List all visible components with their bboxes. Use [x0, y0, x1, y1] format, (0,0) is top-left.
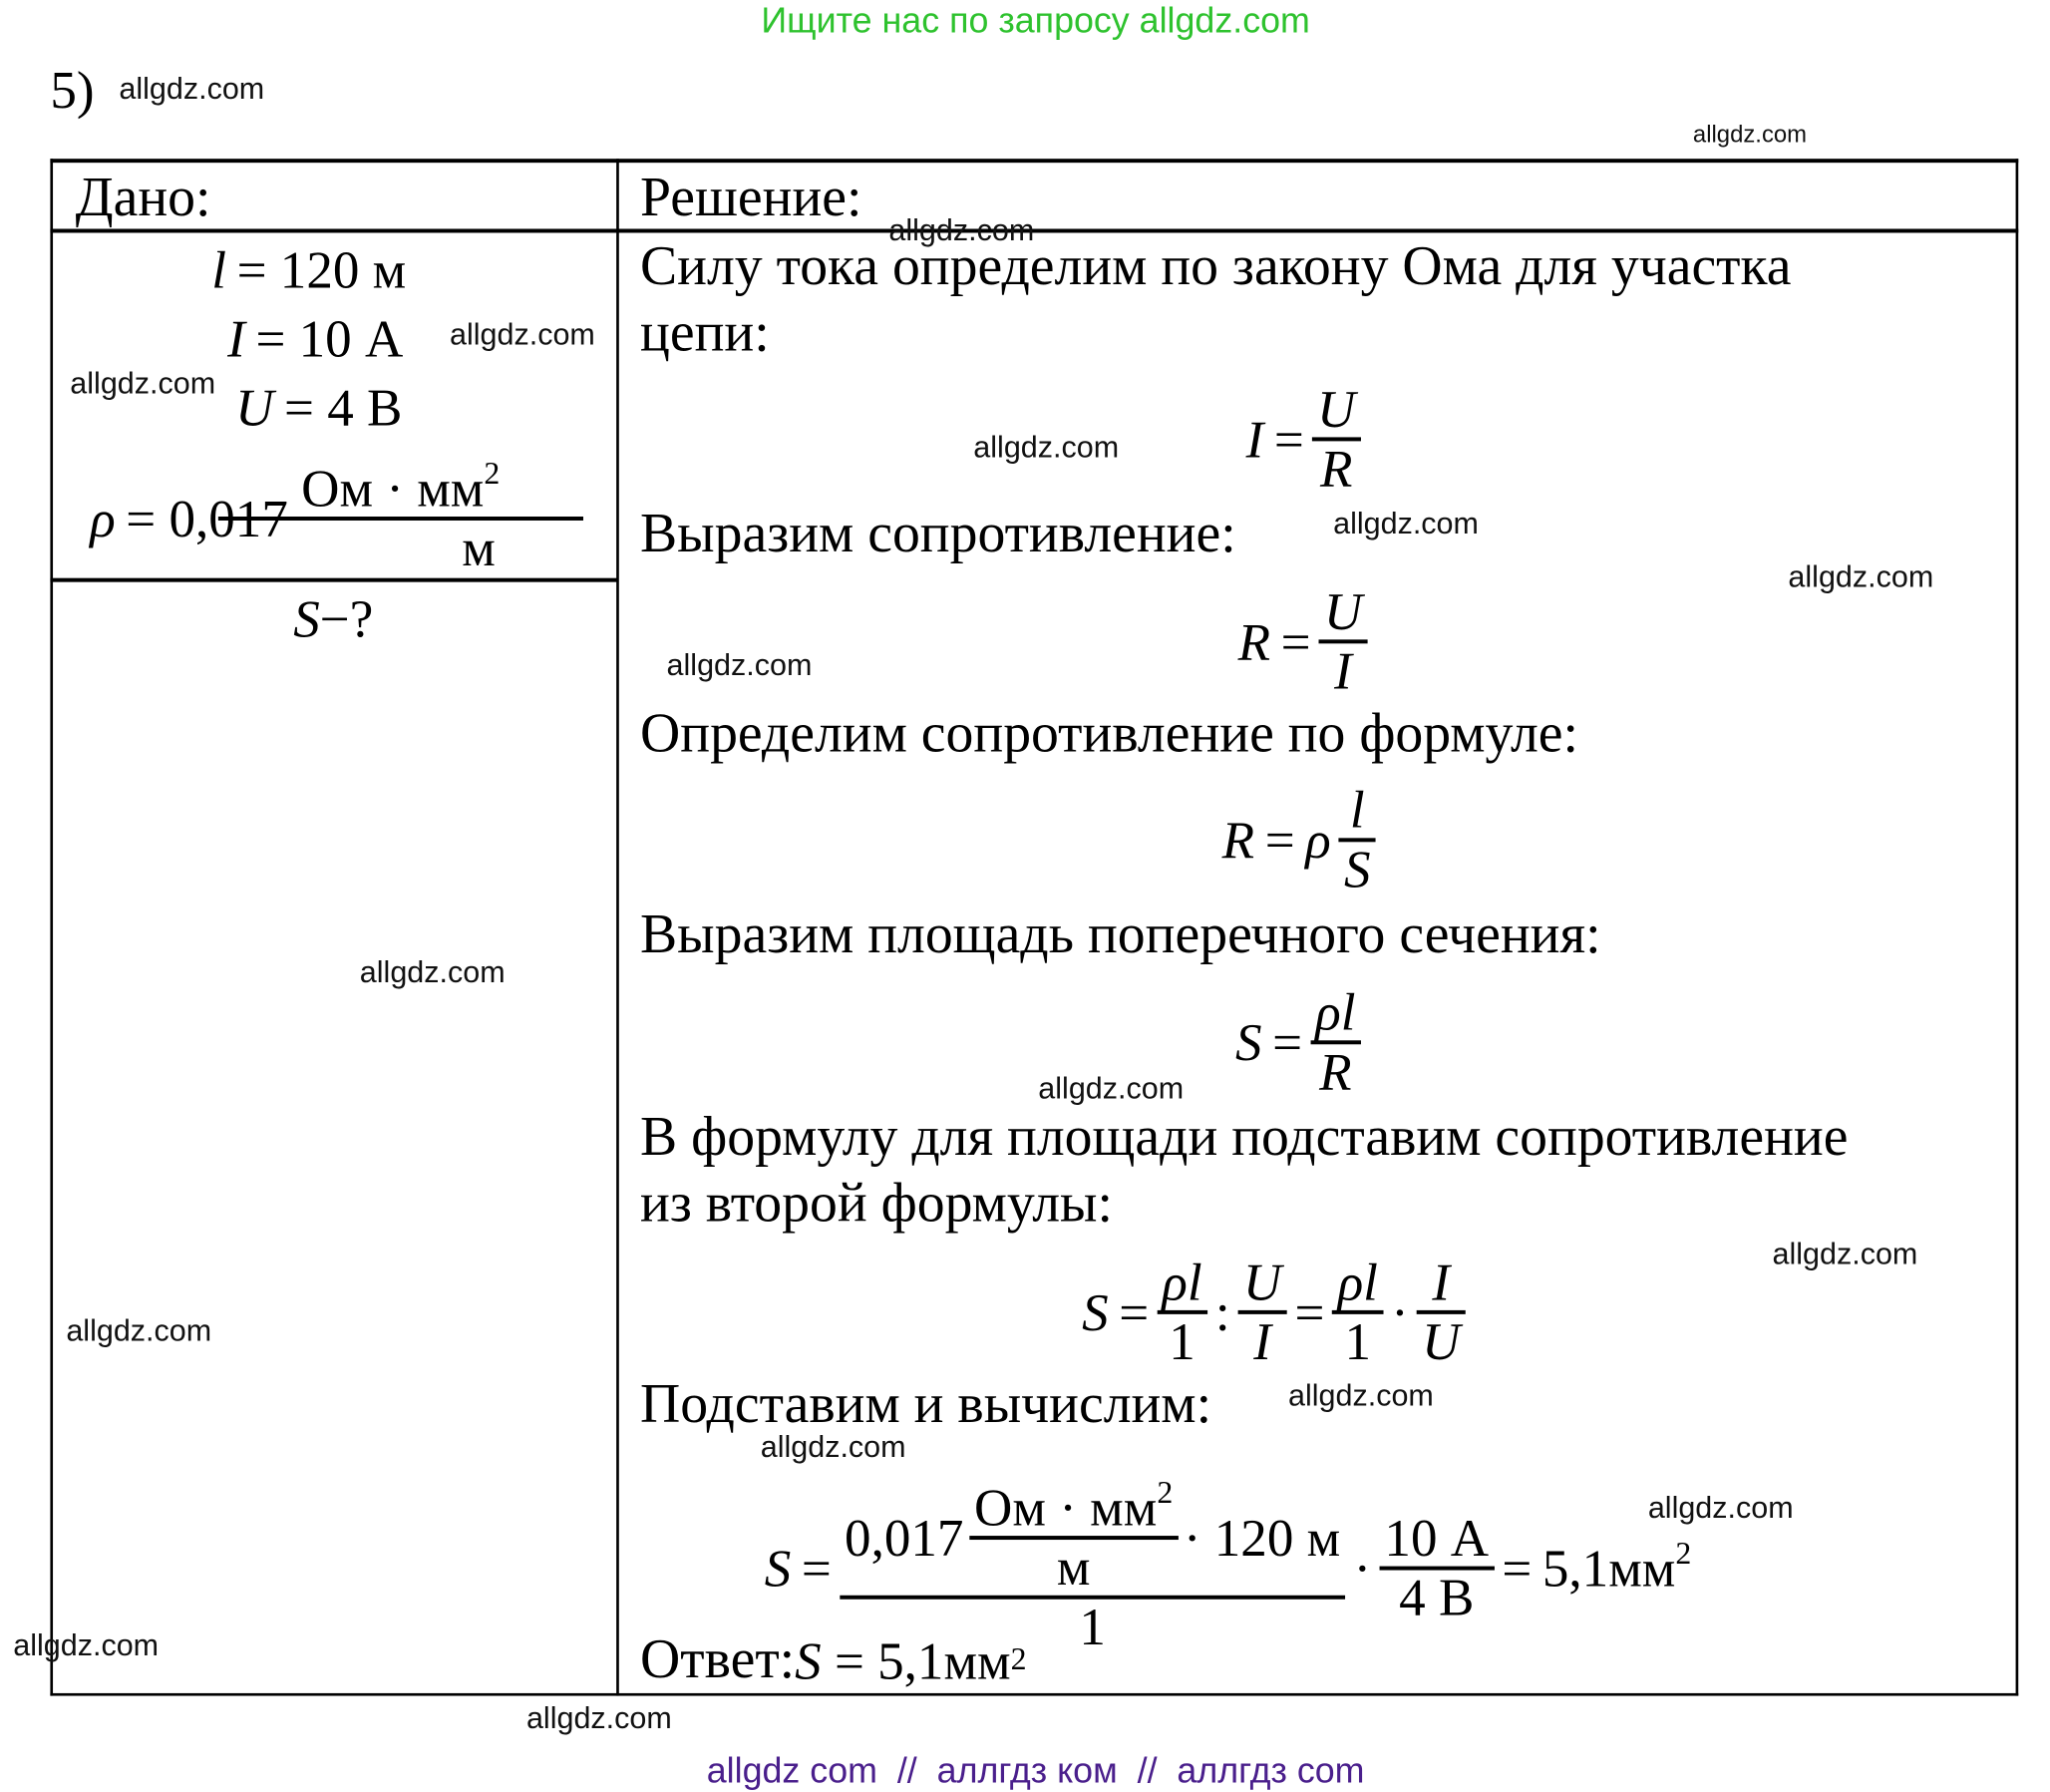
var: U [235, 377, 274, 438]
watermark: allgdz.com [450, 316, 595, 352]
var: S [795, 1629, 822, 1690]
exp: 2 [484, 457, 501, 493]
watermark: allgdz.com [666, 647, 813, 682]
lhs: R [1237, 611, 1271, 672]
den: I [1319, 639, 1368, 699]
num: ρl [1315, 981, 1356, 1042]
watermark: allgdz.com [359, 954, 506, 989]
den: 1 [1157, 1310, 1207, 1370]
watermark: allgdz.com [1692, 121, 1808, 148]
solution-line: Выразим сопротивление: [640, 504, 1236, 565]
solution-line: В формулу для площади подставим сопротивление [640, 1107, 1849, 1169]
var: I [227, 308, 245, 369]
watermark: allgdz.com [1038, 1070, 1185, 1106]
given-length [211, 238, 406, 300]
num: I [1432, 1252, 1451, 1312]
watermark: allgdz.com [1333, 506, 1479, 540]
eq: = [1280, 611, 1311, 672]
eq: = [1119, 1282, 1150, 1342]
solution-line: Силу тока определим по закону Ома для участка [640, 236, 1792, 298]
watermark: allgdz.com [973, 429, 1120, 464]
length-term: · 120 м [1183, 1507, 1341, 1568]
table-border-bottom [50, 1693, 2018, 1696]
unit-den: м [969, 1536, 1179, 1596]
lhs: S [1082, 1282, 1109, 1342]
table-border-left [50, 159, 53, 1695]
footer-links[interactable]: allgdz com // аллгдз ком // аллгдз com [706, 1750, 1365, 1791]
given-header: Дано: [75, 168, 211, 229]
var: l [211, 239, 226, 300]
den: R [1312, 437, 1361, 497]
multiply-op: · [1353, 1538, 1372, 1598]
den: 1 [840, 1596, 1346, 1655]
answer: Ответ: S = 5,1мм 2 [640, 1629, 1027, 1691]
given-voltage [235, 376, 402, 438]
given-resistivity [90, 457, 503, 578]
formula-ohm-law [1245, 379, 1358, 499]
column-divider [616, 159, 619, 1695]
watermark: allgdz.com [66, 1312, 212, 1348]
formula-area [1234, 981, 1358, 1102]
solution-header: Решение: [640, 168, 862, 229]
unit-fraction [298, 457, 502, 578]
solution-line: Подставим и вычислим: [640, 1374, 1212, 1436]
value: = 0,017 [126, 489, 288, 548]
answer-label: Ответ: [640, 1629, 796, 1691]
num: U [1242, 1252, 1282, 1312]
eq: = [801, 1538, 832, 1598]
den: R [1310, 1040, 1361, 1100]
watermark: allgdz.com [1788, 558, 1934, 593]
eq: = [1294, 1282, 1325, 1342]
eq: = [1272, 1012, 1303, 1073]
den: I [1238, 1310, 1287, 1370]
unit-num: Ом · мм [301, 458, 485, 519]
num: U [1323, 580, 1363, 641]
watermark: allgdz.com [1647, 1490, 1794, 1525]
watermark: allgdz.com [13, 1627, 160, 1662]
header-divider [50, 228, 2018, 232]
divide-op: : [1214, 1282, 1230, 1342]
num: U [1317, 379, 1356, 439]
given-divider [50, 578, 617, 582]
table-border-right [2016, 159, 2019, 1695]
value: = 4 В [284, 377, 403, 438]
num: ρl [1162, 1252, 1202, 1312]
exp: 2 [1675, 1536, 1692, 1572]
watermark: allgdz.com [888, 211, 1035, 247]
eq: = [1273, 409, 1304, 470]
formula-substitution [1082, 1254, 1463, 1369]
den: S [1339, 838, 1376, 897]
num: ρl [1337, 1252, 1378, 1312]
result: 5,1мм [1541, 1538, 1676, 1598]
watermark: allgdz.com [70, 365, 216, 401]
watermark: allgdz.com [760, 1429, 906, 1464]
lhs: S [764, 1538, 792, 1598]
unit-num: Ом · мм [974, 1477, 1158, 1538]
formula-resistance-rho [1221, 779, 1373, 899]
value: = 10 А [255, 308, 404, 369]
eq: = [1502, 1538, 1533, 1598]
unit-den: м [218, 517, 583, 576]
den: 4 В [1379, 1566, 1494, 1625]
watermark: allgdz.com [1772, 1236, 1918, 1271]
num: 10 А [1384, 1507, 1490, 1568]
exp: 2 [1157, 1476, 1174, 1512]
solution-line: Выразим площадь поперечного сечения: [640, 904, 1601, 966]
den: U [1417, 1310, 1466, 1370]
given-find [293, 588, 373, 650]
den: 1 [1332, 1310, 1383, 1370]
lhs: S [1234, 1012, 1262, 1073]
coef: 0,017 [845, 1507, 964, 1568]
question: −? [319, 588, 374, 649]
problem-number: 5) [50, 60, 95, 121]
value: = 5,1мм [834, 1629, 1011, 1690]
watermark: allgdz.com [1288, 1377, 1434, 1413]
var: S [293, 588, 320, 649]
rho: ρ [1305, 810, 1331, 871]
watermark: allgdz.com [119, 70, 265, 106]
lhs: I [1245, 409, 1264, 470]
formula-resistance [1237, 580, 1365, 701]
search-banner[interactable]: Ищите нас по запросу allgdz.com [761, 0, 1310, 41]
num: l [1349, 779, 1365, 840]
given-current [227, 307, 403, 369]
eq: = [1264, 810, 1295, 871]
solution-line: Определим сопротивление по формуле: [640, 703, 1578, 765]
value: = 120 м [236, 239, 407, 300]
multiply-op: · [1391, 1282, 1409, 1342]
table-border-top [50, 159, 2018, 163]
lhs: R [1221, 810, 1255, 871]
watermark: allgdz.com [525, 1700, 672, 1735]
var: ρ [90, 489, 116, 548]
solution-line: из второй формулы: [640, 1173, 1113, 1235]
solution-line: цепи: [640, 302, 770, 364]
